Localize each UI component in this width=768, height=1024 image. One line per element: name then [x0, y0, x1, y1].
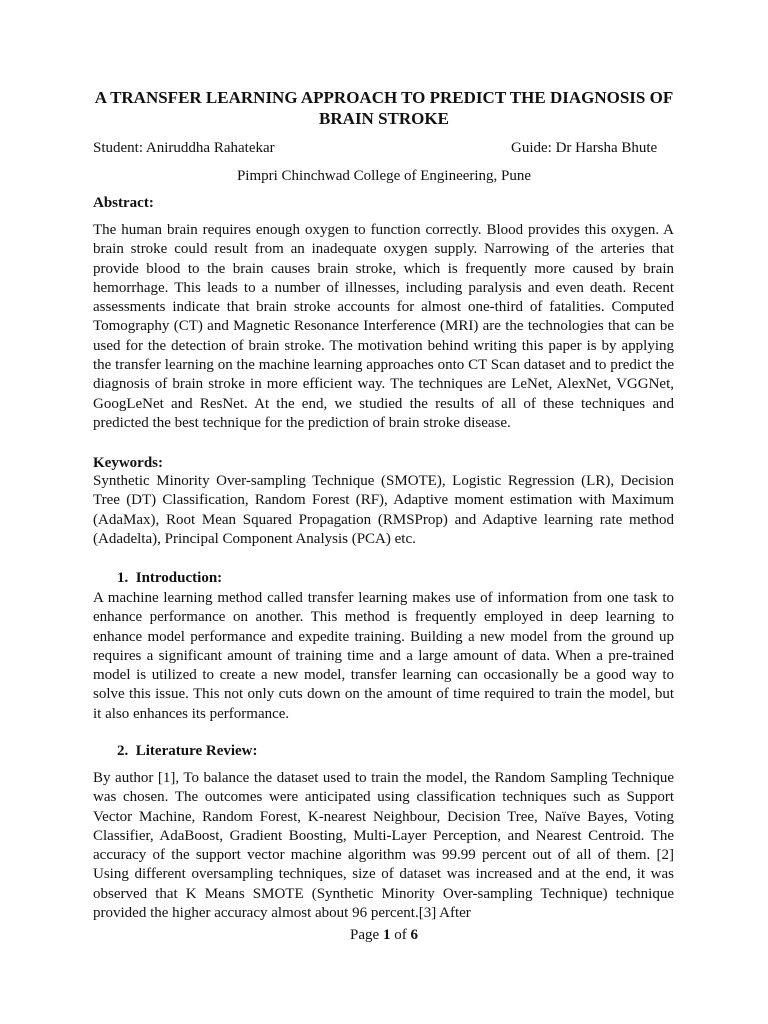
page-footer — [0, 926, 768, 945]
page-label: Page — [350, 927, 380, 943]
total-page-number: 6 — [410, 927, 418, 943]
guide-name: Guide: Dr Harsha Bhute — [511, 140, 658, 156]
abstract-text: The human brain requires enough oxygen to function correctly. Blood provides this oxygen. A brain stroke could result from an inadequate oxygen supply. Narrowing of the arteries that provide blood to the brain causes brain stroke, which is frequently more caused by brain hemorrhage. This leads to a number of illnesses, including paralysis and even death. Recent assessments indicate that brain stroke accounts for almost one-third of fatalities. Computed Tomography (CT) and Magnetic Resonance Interference (MRI) are the technologies that can be used for the detection of brain stroke. The motivation behind writing this paper is by applying the transfer learning on the machine learning approaches onto CT Scan dataset and to predict the diagnosis of brain stroke in more efficient way. The techniques are LeNet, AlexNet, VGGNet, GoogLeNet and ResNet. At the end, we studied the results of all of these techniques and predicted the best technique for the prediction of brain stroke disease. — [93, 222, 674, 431]
abstract-heading: Abstract: — [93, 195, 154, 211]
student-name: Student: Aniruddha Rahatekar — [93, 140, 275, 156]
institution: Pimpri Chinchwad College of Engineering, Pune — [236, 168, 532, 184]
literature-review-text: By author [1], To balance the dataset used to train the model, the Random Sampling Technique was chosen. The outcomes were anticipated using classification techniques such as Support Vector Machine, Random Forest, K-nearest Neighbour, Decision Tree, Naïve Bayes, Voting Classifier, AdaBoost, Gradient Boosting, Multi-Layer Perception, and Nearest Centroid. The accuracy of the support vector machine algorithm was 99.99 percent out of all of them. [2] Using different oversampling techniques, size of dataset was increased and at the end, it was observed that K Means SMOTE (Synthetic Minority Over-sampling Technique) technique provided the higher accuracy almost about 96 percent.[3] After — [93, 770, 674, 922]
current-page-number: 1 — [382, 927, 391, 943]
paper-title: A TRANSFER LEARNING APPROACH TO PREDICT THE DIAGNOSIS OF BRAIN STROKE — [94, 88, 674, 128]
literature-review-heading: 2. Literature Review: — [117, 743, 258, 759]
keywords-heading: Keywords: — [93, 455, 163, 471]
introduction-text: A machine learning method called transfer learning makes use of information from one task to enhance performance on another. This method is frequently employed in deep learning to enhance model performance and expedite training. Building a new model from the ground up requires a significant amount of training time and a large amount of data. When a pre-trained model is utilized to create a new model, transfer learning can occasionally be a good way to solve this issue. This not only cuts down on the amount of time required to train the model, but it also enhances its performance. — [93, 590, 674, 722]
introduction-heading: 1. Introduction: — [117, 570, 223, 586]
page-of-label: of — [394, 927, 407, 943]
keywords-text: Synthetic Minority Over-sampling Technique (SMOTE), Logistic Regression (LR), Decision Tree (DT) Classification, Random Forest (RF), Adaptive moment estimation with Maximum (AdaMax), Root Mean Squared Propagation (RMSProp) and Adaptive learning rate method (Adadelta), Principal Component Analysis (PCA) etc. — [93, 473, 674, 547]
